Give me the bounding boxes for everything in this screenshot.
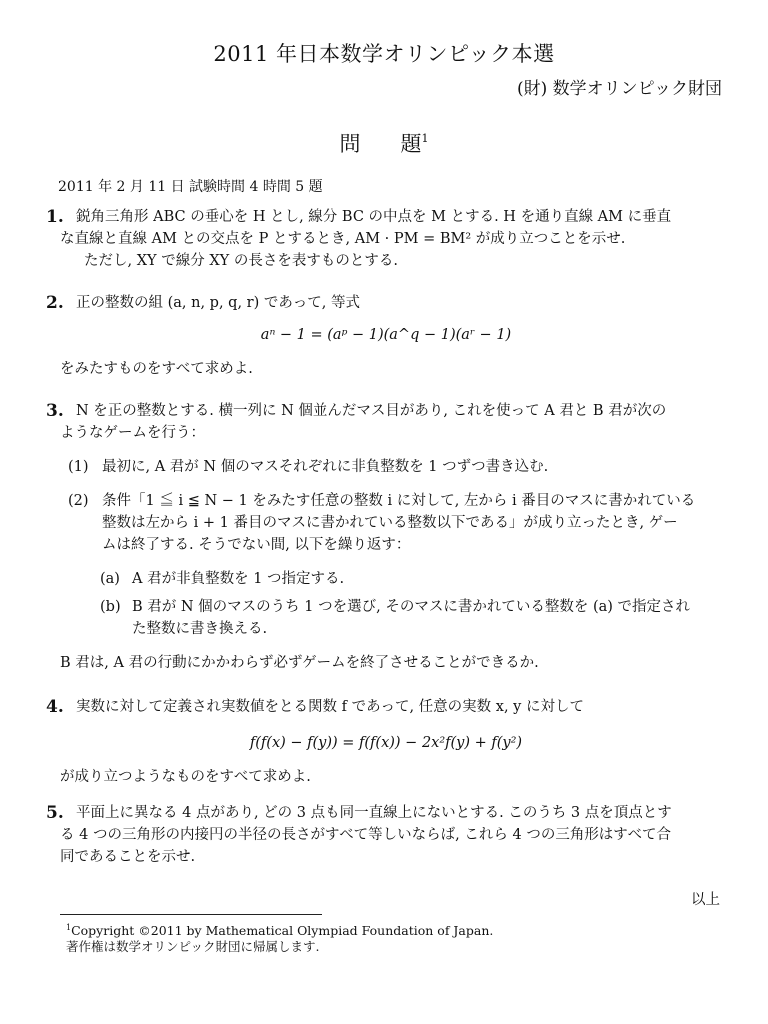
problem-number: 3. bbox=[46, 401, 64, 421]
item-text: 最初に, A 君が N 個のマスそれぞれに非負整数を 1 つずつ書き込む. bbox=[102, 459, 549, 475]
problem-2 bbox=[46, 292, 726, 380]
item-label: (2) bbox=[68, 493, 89, 509]
equation: aⁿ − 1 = (aᵖ − 1)(a^q − 1)(aʳ − 1) bbox=[260, 327, 512, 343]
problem-line: B 君は, A 君の行動にかかわらず必ずゲームを終了させることができるか. bbox=[60, 655, 539, 671]
exam-meta: 2011 年 2 月 11 日 試験時間 4 時間 5 題 bbox=[58, 179, 323, 195]
copyright-text: Copyright ©2011 by Mathematical Olympiad Foundation of Japan. bbox=[71, 923, 494, 938]
footnote-mark: 1 bbox=[421, 132, 429, 145]
item-text: A 君が非負整数を 1 つ指定する. bbox=[132, 571, 345, 587]
item-text: 条件「1 ≦ i ≦ N − 1 をみたす任意の整数 i に対して, 左から i 番目のマスに書かれている bbox=[102, 493, 696, 509]
problem-line: 鋭角三角形 ABC の垂心を H とし, 線分 BC の中点を M とする. H を通り直線 AM に垂直 bbox=[76, 209, 672, 225]
section-heading bbox=[0, 128, 768, 158]
problem-line: 正の整数の組 (a, n, p, q, r) であって, 等式 bbox=[76, 295, 360, 311]
problem-line: 同であることを示せ. bbox=[60, 849, 196, 865]
problem-line: が成り立つようなものをすべて求めよ. bbox=[60, 769, 311, 785]
list-item bbox=[100, 568, 726, 590]
list-item bbox=[68, 456, 726, 478]
problem-number: 2. bbox=[46, 293, 64, 313]
item-label: (b) bbox=[100, 599, 121, 615]
page-title: 2011 年日本数学オリンピック本選 bbox=[213, 42, 555, 66]
problem-line: 実数に対して定義され実数値をとる関数 f であって, 任意の実数 x, y に対して bbox=[76, 699, 584, 715]
footnote-mark: 1 bbox=[66, 923, 72, 932]
problem-line: ようなゲームを行う： bbox=[60, 425, 205, 441]
problem-line: ただし, XY で線分 XY の長さを表すものとする. bbox=[84, 253, 398, 269]
problem-3 bbox=[46, 400, 726, 674]
problem-line: N を正の整数とする. 横一列に N 個並んだマス目があり, これを使って A 君と B 君が次の bbox=[76, 403, 667, 419]
problem-1 bbox=[46, 206, 726, 272]
footnote bbox=[66, 920, 493, 955]
problem-5 bbox=[46, 802, 726, 868]
organization-name: (財) 数学オリンピック財団 bbox=[517, 79, 722, 99]
list-item bbox=[68, 490, 726, 556]
item-text: B 君が N 個のマスのうち 1 つを選び, そのマスに書かれている整数を (a) で指定され bbox=[132, 599, 691, 615]
end-mark: 以上 bbox=[691, 892, 720, 908]
footnote-divider bbox=[60, 914, 322, 915]
problem-line: をみたすものをすべて求めよ. bbox=[60, 361, 253, 377]
equation: f(f(x) − f(y)) = f(f(x)) − 2x²f(y) + f(y²) bbox=[249, 735, 523, 751]
problem-4 bbox=[46, 696, 726, 788]
problem-line: な直線と直線 AM との交点を P とするとき, AM · PM = BM² が成り立つことを示せ. bbox=[60, 231, 626, 247]
list-item bbox=[100, 596, 726, 640]
heading-part2: 題 bbox=[400, 132, 422, 156]
footnote-line: 著作権は数学オリンピック財団に帰属します. bbox=[66, 939, 320, 954]
footnote-line bbox=[66, 920, 493, 939]
item-label: (1) bbox=[68, 459, 89, 475]
item-label: (a) bbox=[100, 571, 120, 587]
item-text: た整数に書き換える. bbox=[132, 621, 268, 637]
problem-line: る 4 つの三角形の内接円の半径の長さがすべて等しいならば, これら 4 つの三角形はすべて合 bbox=[60, 827, 672, 843]
item-text: 整数は左から i + 1 番目のマスに書かれている整数以下である」が成り立ったとき, ゲー bbox=[102, 515, 678, 531]
problem-line: 平面上に異なる 4 点があり, どの 3 点も同一直線上にないとする. このうち 3 点を頂点とす bbox=[76, 805, 672, 821]
heading-part1: 問 bbox=[339, 132, 361, 156]
problem-number: 1. bbox=[46, 207, 64, 227]
item-text: ムは終了する. そうでない間, 以下を繰り返す： bbox=[102, 537, 411, 553]
problem-number: 5. bbox=[46, 803, 64, 823]
problem-number: 4. bbox=[46, 697, 64, 717]
